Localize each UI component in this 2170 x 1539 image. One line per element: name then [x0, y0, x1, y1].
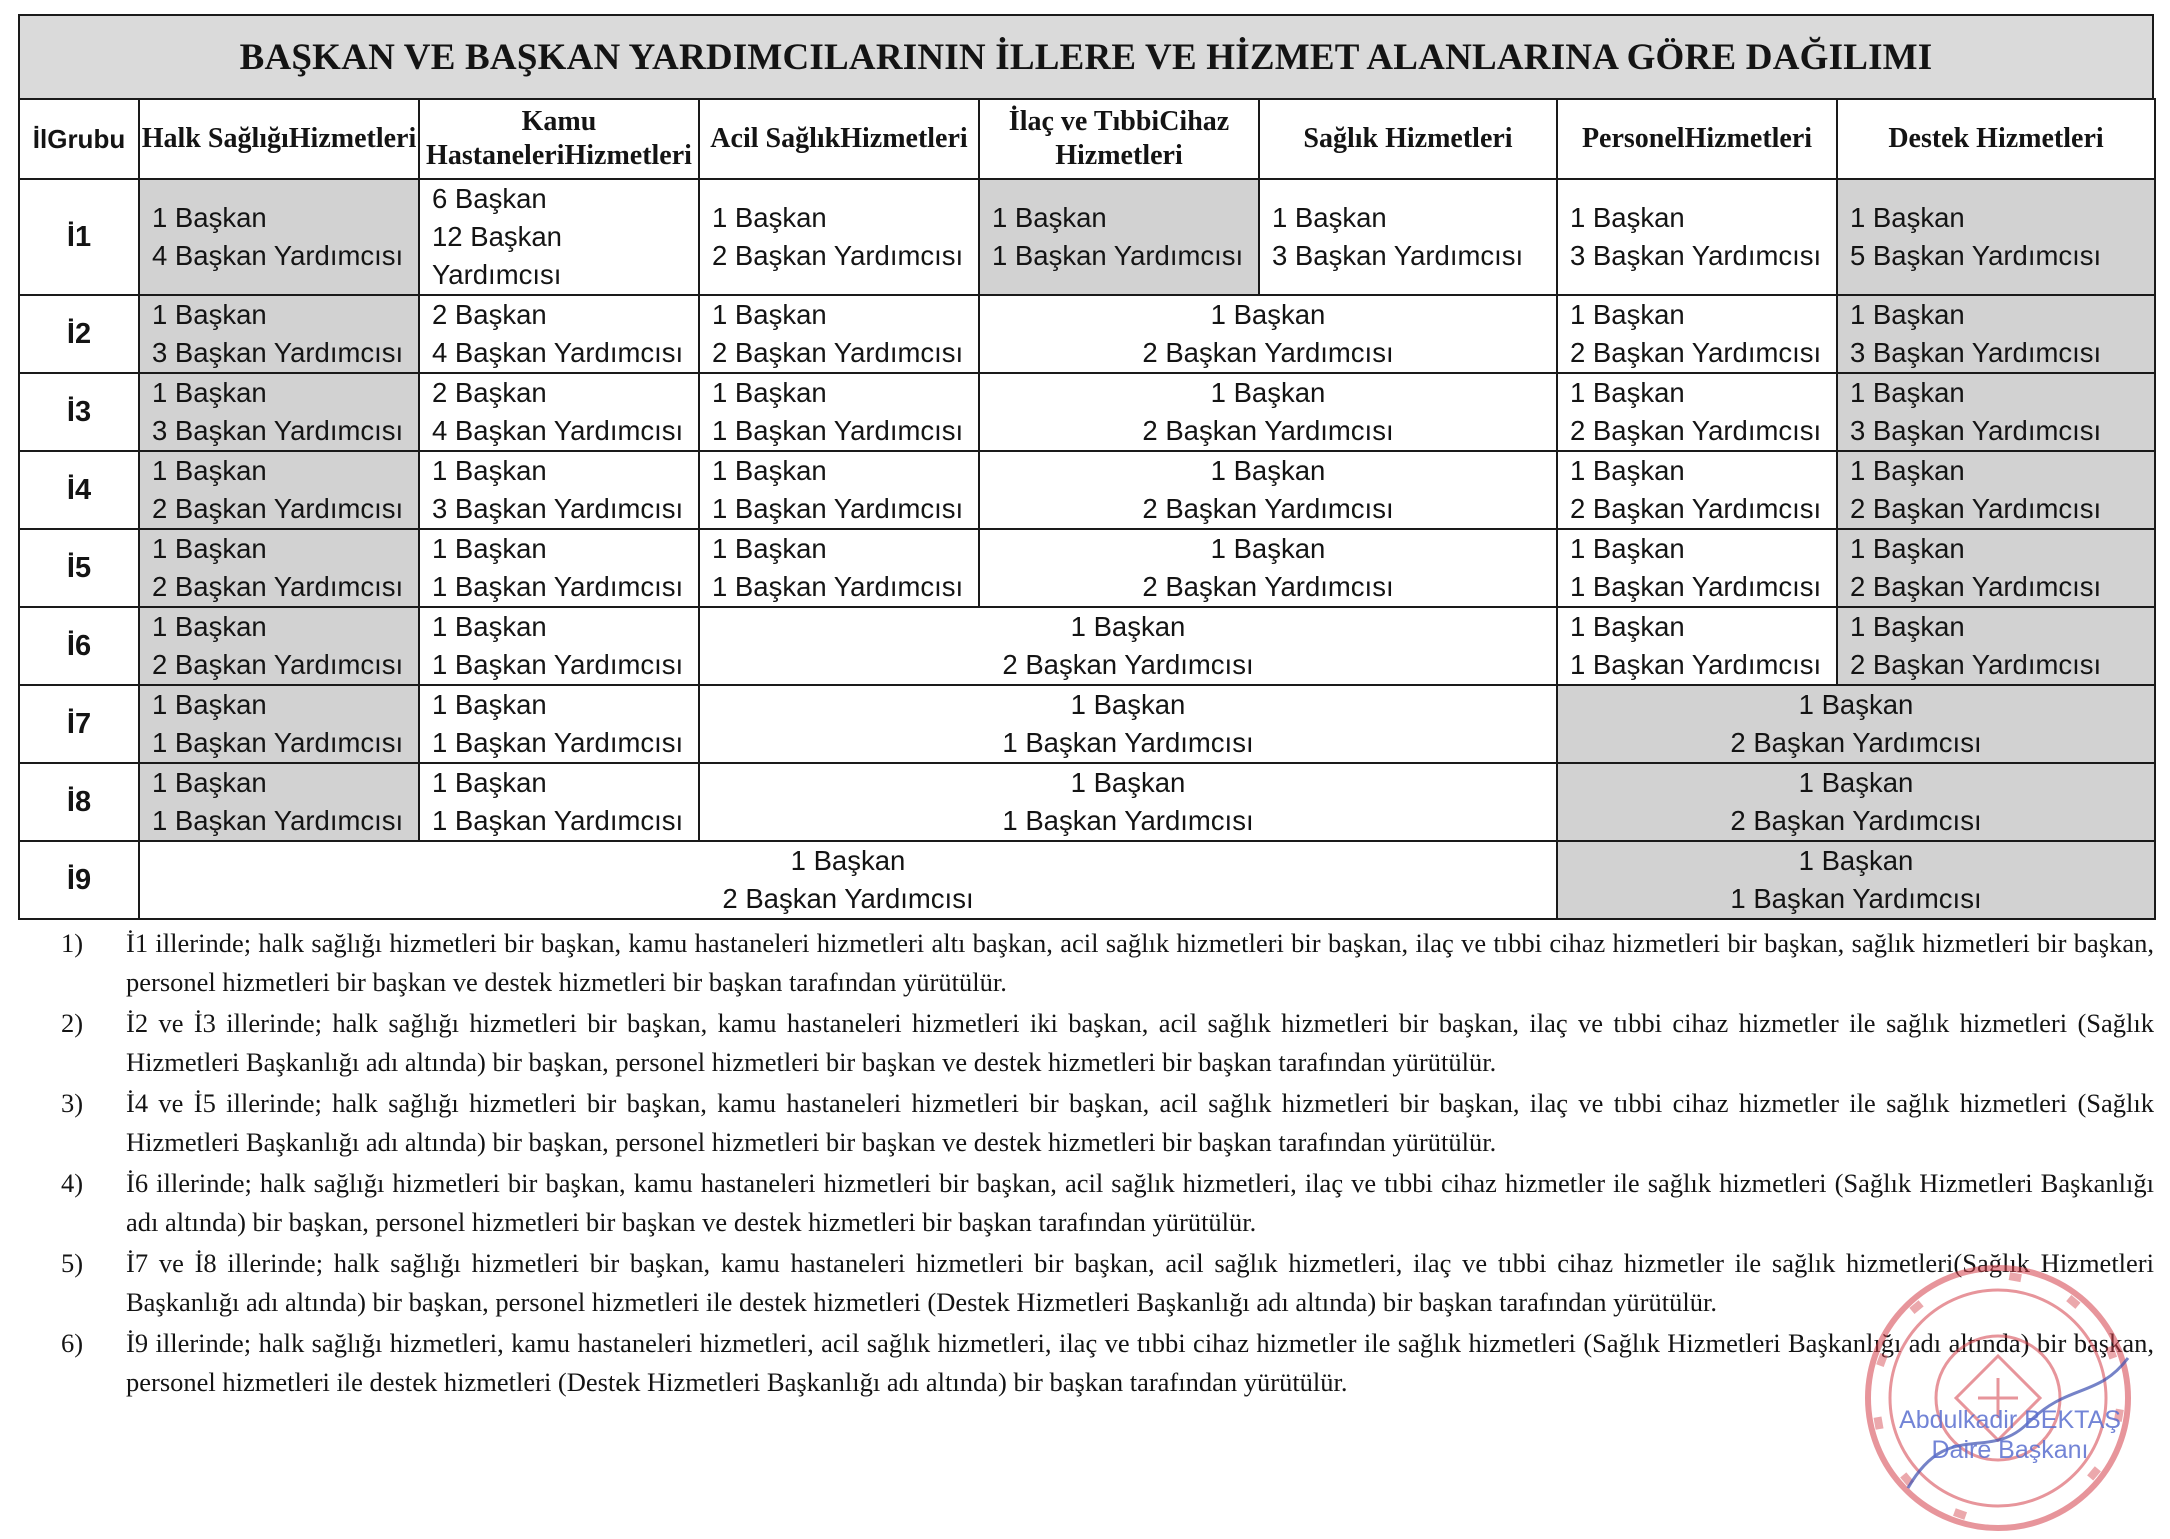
cell-kamu: 1 Başkan 1 Başkan Yardımcısı: [419, 763, 699, 841]
group-cell: İ8: [19, 763, 139, 841]
cell-personel-destek: 1 Başkan 2 Başkan Yardımcısı: [1557, 763, 2155, 841]
group-cell: İ7: [19, 685, 139, 763]
cell-ilac-saglik: 1 Başkan 2 Başkan Yardımcısı: [979, 451, 1557, 529]
note-item: 1) İ1 illerinde; halk sağlığı hizmetleri bir başkan, kamu hastaneleri hizmetleri altı başkan, acil sağlık hizmetleri bir başkan, ilaç ve tıbbi cihaz hizmetleri bir başkan, sağlık hizmetleri bir başkan, personel hizmetleri bir başkan ve destek hizmetleri bir başkan tarafından yürütülür.: [60, 928, 2154, 997]
distribution-table: [18, 98, 2156, 920]
cell-acil: 1 Başkan 1 Başkan Yardımcısı: [699, 529, 979, 607]
notes-list: [18, 924, 2154, 1402]
cell-halk: 1 Başkan 2 Başkan Yardımcısı: [139, 529, 419, 607]
cell-halk: 1 Başkan 2 Başkan Yardımcısı: [139, 607, 419, 685]
document-title: BAŞKAN VE BAŞKAN YARDIMCILARININ İLLERE VE HİZMET ALANLARINA GÖRE DAĞILIMI: [18, 14, 2154, 98]
table-row-i3: [19, 373, 2155, 451]
group-cell: İ2: [19, 295, 139, 373]
group-cell: İ4: [19, 451, 139, 529]
cell-ilac-saglik: 1 Başkan 2 Başkan Yardımcısı: [979, 295, 1557, 373]
header-acil-saglik: Acil SağlıkHizmetleri: [699, 99, 979, 179]
cell-halk-to-saglik: 1 Başkan 2 Başkan Yardımcısı: [139, 841, 1557, 919]
table-row-i5: [19, 529, 2155, 607]
note-item: 4) İ6 illerinde; halk sağlığı hizmetleri bir başkan, kamu hastaneleri hizmetleri bir başkan, acil sağlık hizmetleri, ilaç ve tıbbi cihaz hizmetler ile sağlık hizmetleri (Sağlık Hizmetleri Başkanlığı adı altında) bir başkan, personel hizmetleri bir başkan ve destek hizmetleri bir başkan tarafından yürütülür.: [60, 1168, 2154, 1237]
cell-acil: 1 Başkan 1 Başkan Yardımcısı: [699, 451, 979, 529]
table-row-i4: [19, 451, 2155, 529]
table-row-i2: [19, 295, 2155, 373]
group-cell: İ6: [19, 607, 139, 685]
header-personel: PersonelHizmetleri: [1557, 99, 1837, 179]
header-row: [19, 99, 2155, 179]
cell-kamu: 2 Başkan 4 Başkan Yardımcısı: [419, 373, 699, 451]
cell-personel-destek: 1 Başkan 1 Başkan Yardımcısı: [1557, 841, 2155, 919]
cell-halk: 1 Başkan 3 Başkan Yardımcısı: [139, 295, 419, 373]
cell-acil-ilac-saglik: 1 Başkan 1 Başkan Yardımcısı: [699, 685, 1557, 763]
cell-halk: 1 Başkan 1 Başkan Yardımcısı: [139, 685, 419, 763]
header-il-grubu: İlGrubu: [19, 99, 139, 179]
cell-destek: 1 Başkan 2 Başkan Yardımcısı: [1837, 607, 2155, 685]
signature-block: [1880, 1405, 2140, 1465]
signature-name: Abdulkadir BEKTAŞ: [1899, 1406, 2121, 1434]
cell-destek: 1 Başkan 2 Başkan Yardımcısı: [1837, 529, 2155, 607]
cell-ilac: 1 Başkan 1 Başkan Yardımcısı: [979, 179, 1259, 295]
cell-destek: 1 Başkan 3 Başkan Yardımcısı: [1837, 373, 2155, 451]
cell-personel: 1 Başkan 1 Başkan Yardımcısı: [1557, 607, 1837, 685]
cell-kamu: 1 Başkan 1 Başkan Yardımcısı: [419, 529, 699, 607]
document-page: [18, 14, 2154, 1404]
cell-personel: 1 Başkan 2 Başkan Yardımcısı: [1557, 451, 1837, 529]
table-row-i9: [19, 841, 2155, 919]
cell-halk: 1 Başkan 4 Başkan Yardımcısı: [139, 179, 419, 295]
header-saglik-hizmetleri: Sağlık Hizmetleri: [1259, 99, 1557, 179]
cell-kamu: 1 Başkan 3 Başkan Yardımcısı: [419, 451, 699, 529]
cell-destek: 1 Başkan 2 Başkan Yardımcısı: [1837, 451, 2155, 529]
cell-acil-ilac-saglik: 1 Başkan 1 Başkan Yardımcısı: [699, 763, 1557, 841]
cell-halk: 1 Başkan 3 Başkan Yardımcısı: [139, 373, 419, 451]
cell-halk: 1 Başkan 1 Başkan Yardımcısı: [139, 763, 419, 841]
cell-destek: 1 Başkan 3 Başkan Yardımcısı: [1837, 295, 2155, 373]
cell-personel: 1 Başkan 2 Başkan Yardımcısı: [1557, 373, 1837, 451]
group-cell: İ9: [19, 841, 139, 919]
cell-kamu: 6 Başkan 12 Başkan Yardımcısı: [419, 179, 699, 295]
cell-acil: 1 Başkan 2 Başkan Yardımcısı: [699, 179, 979, 295]
cell-ilac-saglik: 1 Başkan 2 Başkan Yardımcısı: [979, 529, 1557, 607]
note-item: 5) İ7 ve İ8 illerinde; halk sağlığı hizmetleri bir başkan, kamu hastaneleri hizmetleri bir başkan, acil sağlık hizmetleri, ilaç ve tıbbi cihaz hizmetler ile sağlık hizmetleri(Sağlık Hizmetleri Başkanlığı adı altında) bir başkan, personel hizmetleri ile destek hizmetleri (Destek Hizmetleri Başkanlığı adı altında) bir başkan tarafından yürütülür.: [60, 1248, 2154, 1317]
cell-saglik: 1 Başkan 3 Başkan Yardımcısı: [1259, 179, 1557, 295]
group-cell: İ5: [19, 529, 139, 607]
cell-kamu: 1 Başkan 1 Başkan Yardımcısı: [419, 685, 699, 763]
cell-ilac-saglik: 1 Başkan 2 Başkan Yardımcısı: [979, 373, 1557, 451]
cell-personel: 1 Başkan 3 Başkan Yardımcısı: [1557, 179, 1837, 295]
table-row-i1: [19, 179, 2155, 295]
header-kamu-hastaneleri: Kamu HastaneleriHizmetleri: [419, 99, 699, 179]
header-destek: Destek Hizmetleri: [1837, 99, 2155, 179]
cell-acil-ilac-saglik: 1 Başkan 2 Başkan Yardımcısı: [699, 607, 1557, 685]
cell-personel-destek: 1 Başkan 2 Başkan Yardımcısı: [1557, 685, 2155, 763]
header-halk-sagligi: Halk SağlığıHizmetleri: [139, 99, 419, 179]
note-item: 3) İ4 ve İ5 illerinde; halk sağlığı hizmetleri bir başkan, kamu hastaneleri hizmetleri bir başkan, acil sağlık hizmetleri bir başkan, ilaç ve tıbbi cihaz hizmetler ile sağlık hizmetleri (Sağlık Hizmetleri Başkanlığı adı altında) bir başkan, personel hizmetleri bir başkan ve destek hizmetleri bir başkan tarafından yürütülür.: [60, 1088, 2154, 1157]
cell-kamu: 2 Başkan 4 Başkan Yardımcısı: [419, 295, 699, 373]
header-ilac-tibbi-cihaz: İlaç ve TıbbiCihaz Hizmetleri: [979, 99, 1259, 179]
cell-acil: 1 Başkan 1 Başkan Yardımcısı: [699, 373, 979, 451]
cell-destek: 1 Başkan 5 Başkan Yardımcısı: [1837, 179, 2155, 295]
table-row-i6: [19, 607, 2155, 685]
signature-role: Daire Başkanı: [1931, 1436, 2089, 1464]
cell-halk: 1 Başkan 2 Başkan Yardımcısı: [139, 451, 419, 529]
table-row-i8: [19, 763, 2155, 841]
cell-personel: 1 Başkan 2 Başkan Yardımcısı: [1557, 295, 1837, 373]
cell-kamu: 1 Başkan 1 Başkan Yardımcısı: [419, 607, 699, 685]
note-item: 6) İ9 illerinde; halk sağlığı hizmetleri, kamu hastaneleri hizmetleri, acil sağlık hizmetleri, ilaç ve tıbbi cihaz hizmetler ile sağlık hizmetleri (Sağlık Hizmetleri Başkanlığı adı altında) bir başkan, personel hizmetleri ile destek hizmetleri (Destek Hizmetleri Başkanlığı adı altında) bir başkan tarafından yürütülür.: [60, 1328, 2154, 1397]
cell-personel: 1 Başkan 1 Başkan Yardımcısı: [1557, 529, 1837, 607]
group-cell: İ3: [19, 373, 139, 451]
table-row-i7: [19, 685, 2155, 763]
group-cell: İ1: [19, 179, 139, 295]
note-item: 2) İ2 ve İ3 illerinde; halk sağlığı hizmetleri bir başkan, kamu hastaneleri hizmetleri iki başkan, acil sağlık hizmetleri bir başkan, ilaç ve tıbbi cihaz hizmetler ile sağlık hizmetleri (Sağlık Hizmetleri Başkanlığı adı altında) bir başkan, personel hizmetleri bir başkan ve destek hizmetleri bir başkan tarafından yürütülür.: [60, 1008, 2154, 1077]
cell-acil: 1 Başkan 2 Başkan Yardımcısı: [699, 295, 979, 373]
